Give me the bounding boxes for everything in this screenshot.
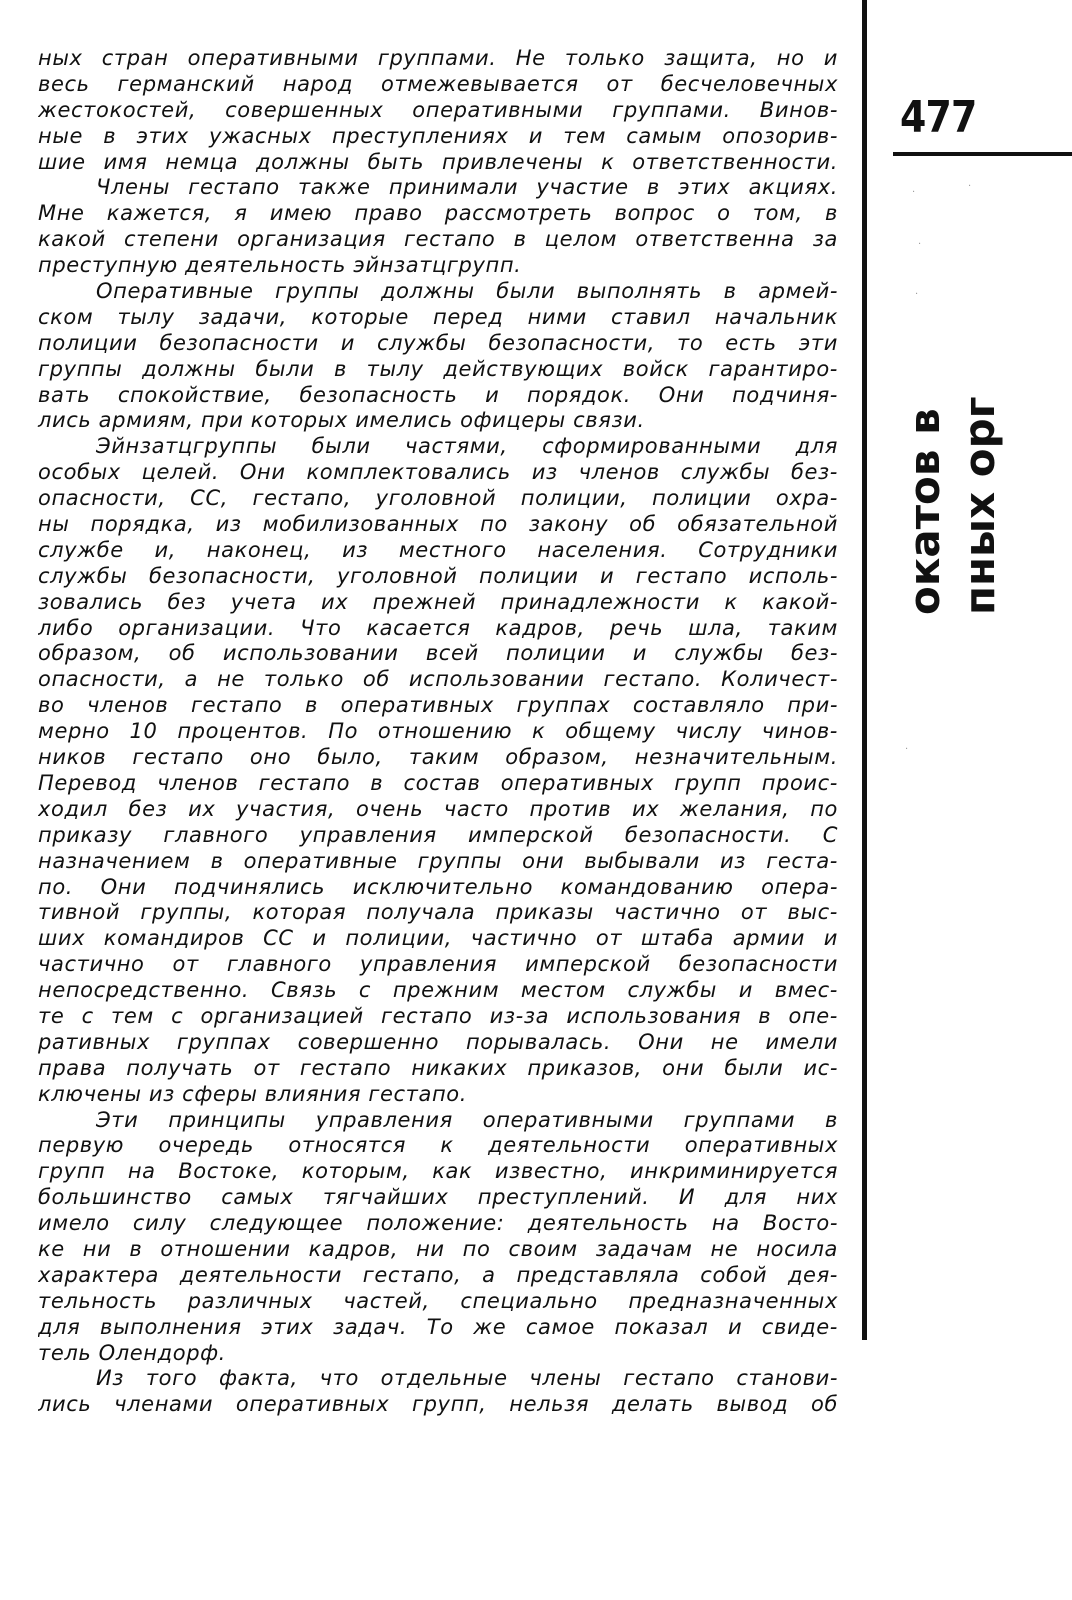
side-header-line-1: окатов в <box>900 408 949 615</box>
text-line: Мне кажется, я имею право рассмотреть вопрос о том, в <box>38 201 838 226</box>
vertical-rule <box>862 0 867 1340</box>
text-line: ском тылу задачи, которые перед ними ставил начальник <box>38 304 838 329</box>
text-line: ны порядка, из мобилизованных по закону об обязательной <box>38 512 838 537</box>
text-line: во членов гестапо в оперативных группах составляло при- <box>38 693 838 718</box>
text-line: Эти принципы управления оперативными группами в <box>96 1107 838 1132</box>
text-line: ных стран оперативными группами. Не только защита, но и <box>38 46 838 70</box>
text-line: зовались без учета их прежней принадлежности к какой- <box>38 589 838 614</box>
text-line: приказу главного управления имперской безопасности. С <box>38 822 838 847</box>
text-line: лись армиям, при которых имелись офицеры связи. <box>38 408 645 433</box>
header-rule <box>893 152 1072 156</box>
text-line: ключены из сферы влияния гестапо. <box>38 1081 468 1106</box>
text-line: тельность различных частей, специально предназначенных <box>38 1288 838 1313</box>
text-line: частично от главного управления имперской безопасности <box>38 952 838 977</box>
text-line: тивной группы, которая получала приказы частично от выс- <box>38 900 838 925</box>
text-line: преступную деятельность эйнзатцгрупп. <box>38 253 522 278</box>
text-line: лись членами оперативных групп, нельзя делать вывод об <box>38 1392 838 1417</box>
text-line: права получать от гестапо никаких приказов, они были ис- <box>38 1055 838 1080</box>
text-line: ные в этих ужасных преступлениях и тем самым опозорив- <box>38 123 838 148</box>
text-line: образом, об использовании всей полиции и службы без- <box>38 641 838 666</box>
text-line: групп на Востоке, которым, как известно, инкриминируется <box>38 1159 838 1184</box>
text-line: шие имя немца должны быть привлечены к ответственности. <box>38 149 838 174</box>
text-line: назначением в оперативные группы они выбывали из геста- <box>38 848 838 873</box>
text-line: мерно 10 процентов. По отношению к общему числу чинов- <box>38 719 838 744</box>
text-line: Перевод членов гестапо в состав оперативных групп проис- <box>38 770 838 795</box>
text-line: тель Олендорф. <box>38 1340 226 1365</box>
side-header-line-2: пных орг <box>955 396 1004 615</box>
page-number: 477 <box>900 92 977 143</box>
print-speck: · <box>915 289 919 300</box>
text-line: группы должны были в тылу действующих войск гарантиро- <box>38 356 838 381</box>
text-line: непосредственно. Связь с прежним местом службы и вмес- <box>38 978 838 1003</box>
text-line: ке ни в отношении кадров, ни по своим задачам не носила <box>38 1236 838 1261</box>
text-line: опасности, а не только об использовании гестапо. Количест- <box>38 667 838 692</box>
text-line: опасности, СС, гестапо, уголовной полиции, полиции охра- <box>38 486 838 511</box>
text-line: какой степени организация гестапо в целом ответственна за <box>38 227 838 252</box>
text-line: либо организации. Что касается кадров, речь шла, таким <box>38 615 838 640</box>
text-line: Эйнзатцгруппы были частями, сформированными для <box>96 434 838 459</box>
print-speck: · <box>968 181 972 192</box>
text-line: Члены гестапо также принимали участие в этих акциях. <box>96 175 838 200</box>
text-line: весь германский народ отмежевывается от бесчеловечных <box>38 71 838 96</box>
text-line: вать спокойствие, безопасность и порядок. Они подчиня- <box>38 382 838 407</box>
text-line: полиции безопасности и службы безопасности, то есть эти <box>38 330 838 355</box>
text-line: имело силу следующее положение: деятельность на Восто- <box>38 1211 838 1236</box>
print-speck: · <box>905 744 909 755</box>
text-line: те с тем с организацией гестапо из-за использования в опе- <box>38 1003 838 1028</box>
text-line: Из того факта, что отдельные члены гестапо станови- <box>96 1366 838 1391</box>
text-line: жестокостей, совершенных оперативными группами. Винов- <box>38 97 838 122</box>
text-line: ших командиров СС и полиции, частично от штаба армии и <box>38 926 838 951</box>
text-line: первую очередь относятся к деятельности оперативных <box>38 1133 838 1158</box>
text-line: Оперативные группы должны были выполнять в армей- <box>96 279 838 304</box>
text-line: службы безопасности, уголовной полиции и гестапо исполь- <box>38 563 838 588</box>
text-line: особых целей. Они комплектовались из членов службы без- <box>38 460 838 485</box>
print-speck: · <box>918 239 922 250</box>
text-line: для выполнения этих задач. То же самое показал и свиде- <box>38 1314 838 1339</box>
print-speck: · <box>912 187 916 198</box>
text-line: ников гестапо оно было, таким образом, незначительным. <box>38 745 838 770</box>
text-line: ходил без их участия, очень часто против их желания, по <box>38 796 838 821</box>
text-line: характера деятельности гестапо, а представляла собой дея- <box>38 1262 838 1287</box>
text-line: большинство самых тягчайших преступлений. И для них <box>38 1185 838 1210</box>
text-line: по. Они подчинялись исключительно командованию опера- <box>38 874 838 899</box>
body-text <box>38 46 838 1418</box>
text-line: ративных группах совершенно порывалась. Они не имели <box>38 1029 838 1054</box>
text-line: службе и, наконец, из местного населения. Сотрудники <box>38 537 838 562</box>
